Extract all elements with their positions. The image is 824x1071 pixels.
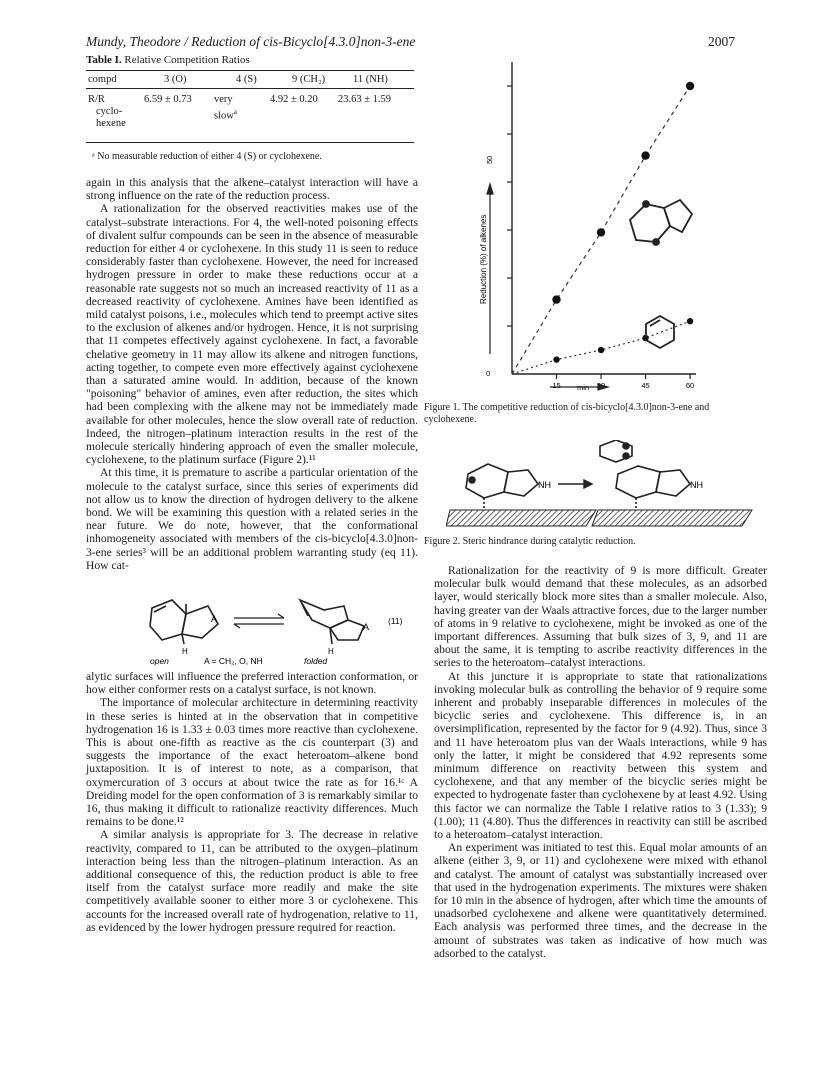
figure-2-caption: Figure 2. Steric hindrance during catalytic reduction.: [424, 536, 636, 547]
right-paragraph-3: An experiment was initiated to test this. Equal molar amounts of an alkene (either 3, 9, or 11) and cyclohexene were mixed with ethanol and catalyst. The amount of catalyst was substantially increased over that used in the hydrogenation experiments. The mixtures were shaken for 10 min in the absence of hydrogen, after which time the amounts of unadsorbed cyclohexene and alkene were quantitatively determined. Each analysis was performed three times, and the decrease in the amount of substrates was taken as indicative of how much was adsorbed to the catalyst.: [434, 841, 767, 960]
table-row-sub: cyclo- hexene: [96, 106, 126, 129]
figure-2-diagram: [446, 440, 756, 532]
catalyst-surface-right: [592, 510, 752, 526]
approach-arrow: [558, 480, 592, 488]
axis-arrows: [487, 184, 608, 390]
open-atom-A: A: [211, 614, 218, 624]
table-header-11: 11 (NH): [353, 74, 388, 85]
chart-y-zero: 0: [486, 369, 491, 378]
chart-xlabel: min: [577, 383, 590, 392]
table-cell-9: 4.92 ± 0.20: [270, 94, 318, 105]
equation-number: (11): [388, 616, 403, 626]
chart-data-point: [553, 356, 559, 362]
left-paragraph-2: A rationalization for the observed reactivities makes use of the catalyst–substrate interactions. For 4, the well-noted poisoning effects of divalent sulfur compounds can be seen in the absence of measurable reduction for either 4 or cyclohexene. In this study 11 is seen to reduce considerably faster than cyclohexene. However, the need for increased hydrogen pressure in order to make these reductions occur at a reasonable rate suggests not so much an increased reactivity of 11 as a decreased reactivity of cyclohexene. Amines have been identified as mild catalyst poisons, i.e., molecules which tend to preempt active sites to the exclusion of alkenes and/or hydrogen. Hence, it is not surprising that 11 competes effectively against cyclohexene. In fact, a favorable chelative geometry in 11 may allow its alkene and nitrogen functions, acting together, to compete even more effectively against cyclohexene than a saturated amine would. In addition, because of the known "poisoning" behavior of amines, even after reduction, the sites which had been complexing with the alkene may not be immediately made available for other molecules, hence the slow overall rate of reduction. Indeed, the nitrogen–platinum interaction results in the rest of the molecule sterically hindering approach of even the smaller molecule, cyclohexene, to the platinum surface (Figure 2).¹¹: [86, 202, 418, 467]
chart-data-point: [552, 295, 560, 303]
right-column: [434, 564, 767, 960]
table-header-9: 9 (CH₂): [292, 74, 326, 85]
figure-1-chart: [470, 54, 730, 400]
running-title: Mundy, Theodore / Reduction of cis-Bicyclo[4.3.0]non-3-ene: [86, 34, 416, 49]
page-number: 2007: [708, 34, 735, 49]
chart-data-point: [597, 228, 605, 236]
table-footnote: ᵃ No measurable reduction of either 4 (S) or cyclohexene.: [92, 151, 322, 162]
bicyclononene-structure: [630, 200, 692, 245]
right-paragraph-1: Rationalization for the reactivity of 9 is more difficult. Greater molecular bulk would demand that these molecules, as an adsorbed layer, would sterically block more sites than a smaller molecule. Also, having greater van der Waals attractive forces, due to the larger number of atoms in 9 relative to cyclohexene, might be invoked as one of the important differences. Assuming that bulk sizes of 3, 9, and 11 are about the same, it is tempting to ascribe reactivity differences in the series to the heteroatom–catalyst interactions.: [434, 564, 767, 670]
table-cell-4-note: a: [233, 108, 237, 116]
bicyclic-amine-right: [616, 466, 690, 508]
chart-y-tick-50: 50: [485, 155, 494, 164]
chart-x-tick-label: 45: [641, 381, 650, 390]
figure-1-caption: Figure 1. The competitive reduction of cis-bicyclo[4.3.0]non-3-ene and cyclohexene.: [424, 402, 710, 425]
eq-label-open: open: [150, 656, 169, 666]
table-cell-4-text: very slow: [214, 94, 234, 122]
left-paragraph-4: alytic surfaces will influence the preferred interaction conformation, or how either conformer rests on a catalyst surface, is not known.: [86, 670, 418, 697]
table-title: [86, 54, 250, 66]
cyclohexene-approaching: [600, 440, 632, 462]
table-rule-bottom: [86, 142, 414, 143]
cyclohexene-structure: [646, 316, 674, 348]
table-row-label: R/R: [88, 94, 105, 105]
chart-x-tick-label: 15: [552, 381, 561, 390]
left-paragraph-1: again in this analysis that the alkene–catalyst interaction will have a strong influence on the rate of the reduction process.: [86, 176, 418, 203]
chart-x-tick-label: 60: [685, 381, 695, 390]
table-header-3: 3 (O): [164, 74, 187, 85]
chart-data-point: [687, 318, 693, 324]
catalyst-surface-left: [446, 510, 596, 526]
folded-atom-H: H: [328, 647, 334, 656]
eq-label-folded: folded: [304, 656, 328, 666]
table-header-4: 4 (S): [236, 74, 257, 85]
chart-data-point: [641, 151, 649, 159]
left-paragraph-3: At this time, it is premature to ascribe a particular orientation of the molecule to the catalyst surface, since this series of experiments did not allow us to know the direction of hydrogen delivery to the alkene bond. We will be examining this question with a related series in the near future. We do note, however, that the conformational inhomogeneity associated with members of the cis-bicyclo[4.3.0]non-3-ene series³ will be an additional problem warranting study (eq 11). How cat-: [86, 466, 418, 572]
equation-11-diagram: [86, 580, 418, 666]
left-paragraph-5: The importance of molecular architecture in determining reactivity in these series is hinted at in the observation that in competitive hydrogenation 16 is 1.33 ± 0.03 times more reactive than cyclohexene. This is about one-fifth as reactive as the cis counterpart (3) and suggests the importance of the exact heteroatom–alkene bond juxtaposition. It is of interest to note, as a comparison, that oxymercuration of 3 occurs at about twice the rate as for 16.¹ᶜ A Dreiding model for the open conformation of 3 is remarkably similar to 16, thus making it difficult to rationalize reactivity differences. Much remains to be done.¹²: [86, 696, 418, 829]
right-paragraph-2: At this juncture it is appropriate to state that rationalizations invoking molecular bulk as controlling the behavior of 9 require some inherent and probably inseparable differences in molecules of the bicyclic series and cyclohexene. This difference is, in an oversimplification, represented by the factor for 9 (4.92). Thus, since 3 and 11 have heteroatom plus van der Waals interactions, while 9 has only the latter, it might be considered that 4.92 represents some minimum difference on reactivity between this system and cyclohexene, and that any member of the bicyclic series might be expected to hydrogenate faster than cyclohexene by at least 4.92. Using this factor we can normalize the Table I relative ratios to 3 (1.33); 9 (1.00); 11 (4.80). Thus the differences in reactivity can still be ascribed to a heteroatom–catalyst interaction.: [434, 669, 767, 842]
chart-ylabel: Reduction (%) of alkenes: [479, 214, 488, 304]
table-rule-top: [86, 70, 414, 71]
chart-data-point: [598, 347, 604, 353]
table-cell-3: 6.59 ± 0.73: [144, 94, 192, 105]
chart-data-point: [686, 82, 694, 90]
table-header-compd: compd: [88, 74, 117, 85]
table-caption: Relative Competition Ratios: [124, 54, 250, 66]
left-paragraph-6: A similar analysis is appropriate for 3. The decrease in relative reactivity, compared to 11, can be attributed to the oxygen–platinum interaction being less than the nitrogen–platinum interaction. As an additional consequence of this, the reduction product is able to free itself from the catalyst surface more readily and make the site competitively available sooner to either more 3 or cyclohexene. This accounts for the increased overall rate of hydrogenation, relative to 11, as evidenced by the lower hydrogen pressure required for reaction.: [86, 828, 418, 934]
folded-conformer-structure: [300, 600, 364, 644]
bicyclic-amine-left: [466, 464, 538, 508]
table-cell-4: [214, 94, 237, 123]
chart-series-2: [512, 318, 693, 374]
equilibrium-arrows: [234, 614, 284, 628]
table-cell-11: 23.63 ± 1.59: [338, 94, 392, 105]
nh-label-right: NH: [690, 480, 703, 490]
chart-axes: [512, 62, 696, 374]
chart-series: [512, 82, 694, 374]
left-column-top: [86, 176, 418, 572]
open-atom-H: H: [182, 647, 188, 656]
folded-atom-A: A: [363, 622, 370, 632]
left-column-bottom: [86, 670, 418, 934]
table-relative-competition: [86, 70, 414, 150]
table-rule-mid: [86, 88, 414, 89]
nh-label-left: NH: [538, 480, 551, 490]
open-conformer-structure: [150, 600, 218, 644]
table-label: Table I.: [86, 54, 122, 66]
eq-label-substituent: A = CH₂, O, NH: [204, 656, 263, 666]
